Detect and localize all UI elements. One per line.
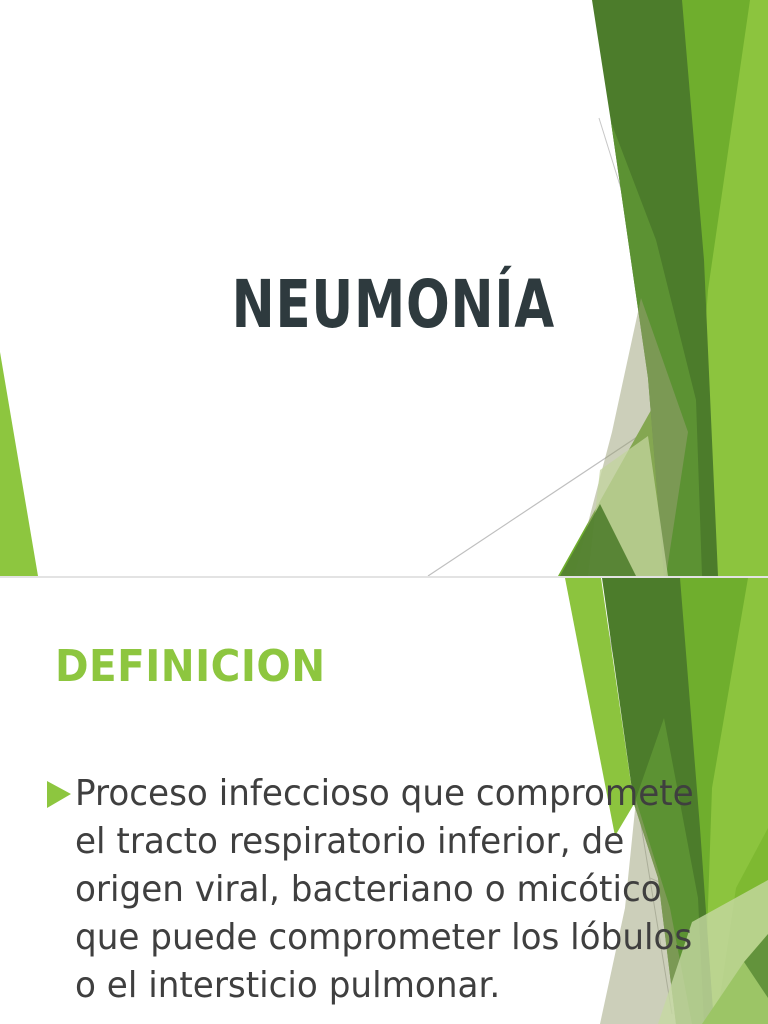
bullet-text-line: Proceso infeccioso que compromete (75, 773, 694, 814)
bullet-text-line: que puede comprometer los lóbulos (75, 917, 693, 958)
section-heading: DEFINICION (55, 640, 326, 692)
slide-2-content-slide (0, 578, 768, 1024)
bullet-triangle-icon (47, 781, 71, 808)
bullet-text-line: origen viral, bacteriano o micótico (75, 869, 662, 910)
title-container (0, 226, 768, 384)
bullet-text-line: o el intersticio pulmonar. (75, 965, 501, 1006)
slide-title-text: NEUMONÍA (231, 266, 555, 344)
bullet-text-block (75, 770, 768, 1010)
bullet-text-line: el tracto respiratorio inferior, de (75, 821, 625, 862)
